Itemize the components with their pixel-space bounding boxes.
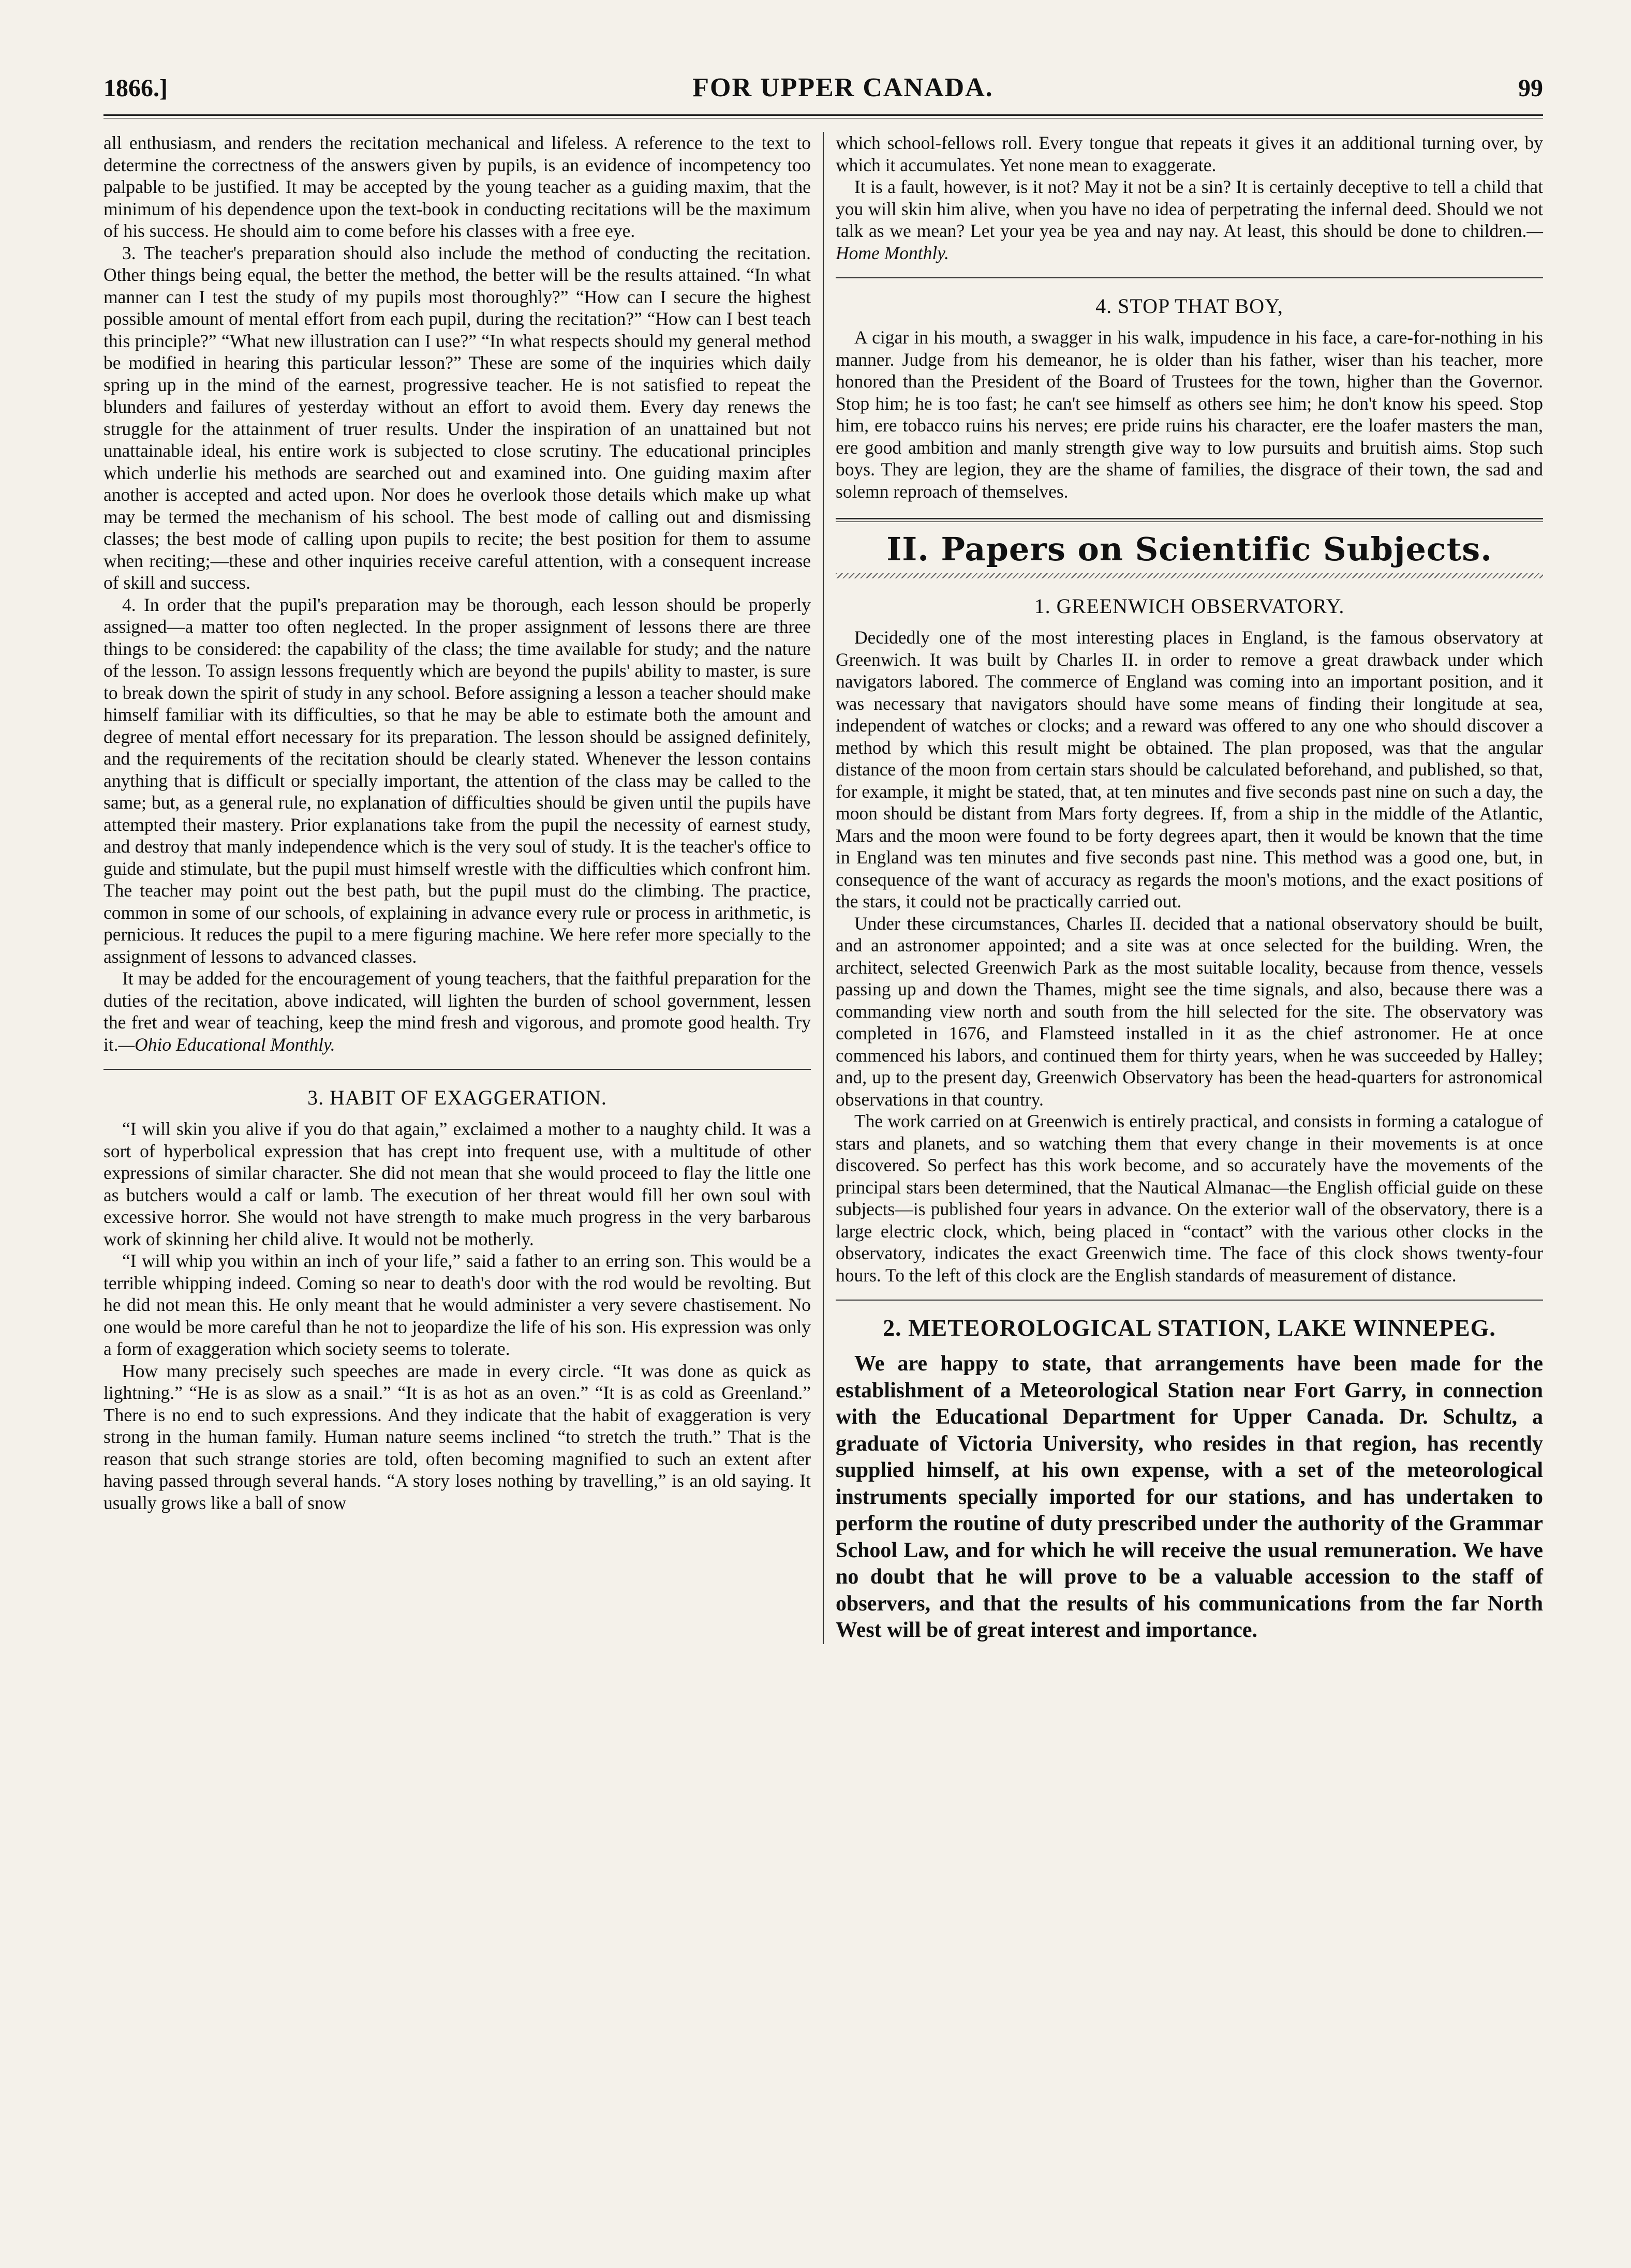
paragraph: We are happy to state, that arrangements have been made for the establishment of a Meteorological Station near Fort Garry, in connection with the Educational Department for Upper Canada. Dr. Schultz, a graduate of Victoria University, who resides in that region, has recently supplied himself, at his own expense, with a set of the meteorological instruments specially imported for our stations, and has undertaken to perform the routine of duty prescribed under the authority of the Grammar School Law, and for which he will receive the usual remuneration. We have no doubt that he will prove to be a valuable accession to the staff of observers, and that the results of his communications from the far North West will be of great interest and importance. — [836, 1352, 1543, 1642]
paragraph: 3. The teacher's preparation should also include the method of conducting the recitation. Other things being equal, the better the method, the better will be the results attained. “In what manner can I test the study of my pupils most thoroughly?” “How can I secure the highest possible amount of mental effort from each pupil, during the recitation?” “How can I best teach this principle?” “What new illustration can I use?” “In what respects should my general method be modified in hearing this particular lesson?” These are some of the inquiries which daily spring up in the mind of the earnest, progressive teacher. He is not satisfied to repeat the blunders and failures of yesterday without an effort to avoid them. Every day renews the struggle for the attainment of truer results. Under the inspiration of an unattained but not unattainable ideal, his entire work is subjected to close scrutiny. The educational principles which underlie his methods are searched out and examined into. One guiding maxim after another is accepted and acted upon. Nor does he overlook those details which make up what may be termed the mechanism of his school. The best mode of calling out and dismissing classes; the best mode of calling upon pupils to recite; the best position for them to assume when reciting;—these and other inquiries receive careful attention, with a consequent increase of skill and success. — [103, 242, 811, 593]
header-rule — [103, 114, 1543, 118]
part-banner: II. Papers on Scientific Subjects. — [886, 530, 1492, 568]
section-title: 3. HABIT OF EXAGGERATION. — [307, 1086, 607, 1109]
section-title: 2. METEOROLOGICAL STATION, LAKE WINNEPEG. — [883, 1315, 1496, 1341]
paragraph: The work carried on at Greenwich is entirely practical, and consists in forming a catalogue of stars and planets, and so watching them that every change in their movements is at once discovered. So perfect has this work become, and so accurately have the movements of the principal stars been determined, that the Nautical Almanac—the English official guide on these subjects—is published four years in advance. On the exterior wall of the observatory, there is a large electric clock, which, being placed in “contact” with the various other clocks in the observatory, indicates the exact Greenwich time. The face of this clock shows twenty-four hours. To the left of this clock are the English standards of measurement of distance. — [836, 1111, 1543, 1286]
page-number: 99 — [1518, 74, 1543, 102]
divider — [836, 518, 1543, 522]
paragraph: “I will skin you alive if you do that again,” exclaimed a mother to a naughty child. It was a sort of hyperbolical expression that has crept into frequent use, with a multitude of other expressions of similar character. She did not mean that she would proceed to flay the little one as butchers would a calf or lamb. The execution of her threat would fill her own soul with excessive horror. She would not have strength to make much progress in the very barbarous work of skinning her child alive. It would not be motherly. — [103, 1118, 811, 1249]
header-title: FOR UPPER CANADA. — [692, 73, 994, 102]
columns — [103, 132, 1543, 1644]
divider — [103, 1069, 811, 1070]
paragraph — [103, 967, 811, 1055]
paragraph: A cigar in his mouth, a swagger in his walk, impudence in his face, a care-for-nothing in his manner. Judge from his demeanor, he is older than his father, wiser than his teacher, more honored than the President of the Board of Trustees for the town, higher than the Governor. Stop him; he is too fast; he can't see himself as others see him; he don't know his speed. Stop him, ere tobacco ruins his nerves; ere pride ruins his character, ere the loafer masters the man, ere good ambition and manly strength give way to low pursuits and bruitish aims. Stop such boys. They are legion, they are the shame of families, the disgrace of their town, the sad and solemn reproach of themselves. — [836, 327, 1543, 502]
source-citation: —Home Monthly. — [836, 220, 1543, 263]
paragraph — [836, 176, 1543, 264]
left-column — [103, 132, 811, 1644]
paragraph: which school-fellows roll. Every tongue that repeats it gives it an additional turning over, by which it accumulates. Yet none mean to exaggerate. — [836, 132, 1543, 175]
column-divider — [823, 132, 824, 1644]
section-title: 1. GREENWICH OBSERVATORY. — [1034, 594, 1345, 618]
section-title: 4. STOP THAT BOY, — [1095, 294, 1283, 318]
paragraph: all enthusiasm, and renders the recitation mechanical and lifeless. A reference to the text to determine the correctness of the answers given by pupils, is an evidence of incompetency too palpable to be justified. It may be accepted by the young teacher as a guiding maxim, that the minimum of his dependence upon the text-book in conducting recitations will be the maximum of his success. He should aim to come before his classes with a free eye. — [103, 132, 811, 241]
paragraph: “I will whip you within an inch of your life,” said a father to an erring son. This would be a terrible whipping indeed. Coming so near to death's door with the rod would be revolting. But he did not mean this. He only meant that he would administer a very severe chastisement. No one would be more careful than he not to jeopardize the life of his son. His expression was only a form of exaggeration which society seems to tolerate. — [103, 1250, 811, 1359]
paragraph: Decidedly one of the most interesting places in England, is the famous observatory at Greenwich. It was built by Charles II. in order to remove a great drawback under which navigators labored. The commerce of England was coming into an important position, and it was necessary that navigators should have some means of finding their longitude at sea, independent of watches or clocks; and a reward was offered to any one who should discover a method by which this result might be obtained. The plan proposed, was that the angular distance of the moon from certain stars should be calculated beforehand, and published, so that, for example, it might be stated, that, at ten minutes and five seconds past nine on such a day, the moon should be distant from Mars forty degrees. If, from a ship in the middle of the Atlantic, Mars and the moon were found to be forty degrees apart, then it would be known that the time in England was ten minutes and five seconds past nine. This method was a good one, but, in consequence of the want of accuracy as regards the moon's motions, and the exact positions of the stars, it could not be practically carried out. — [836, 627, 1543, 912]
paragraph-text: It is a fault, however, is it not? May it not be a sin? It is certainly deceptive to tell a child that you will skin him alive, when you have no idea of perpetrating the infernal deed. Should we not talk as we mean? Let your yea be yea and nay nay. At least, this should be done to children. — [836, 176, 1543, 241]
header-year: 1866.] — [103, 74, 168, 102]
source-citation: —Ohio Educational Monthly. — [118, 1034, 335, 1055]
divider — [836, 1300, 1543, 1301]
paragraph: Under these circumstances, Charles II. decided that a national observatory should be built, and an astronomer appointed; and a site was at once selected for the building. Wren, the architect, selected Greenwich Park as the most suitable locality, because from thence, vessels passing up and down the Thames, might see the time signals, and also, because there was a commanding view north and south from the hill selected for the site. The observatory was completed in 1676, and Flamsteed installed in it as the chief astronomer. He at once commenced his labors, and continued them for thirty years, when he was succeeded by Halley; and, up to the present day, Greenwich Observatory has been the head-quarters for astronomical observations in that country. — [836, 913, 1543, 1110]
paragraph: 4. In order that the pupil's preparation may be thorough, each lesson should be properly assigned—a matter too often neglected. In the proper assignment of lessons there are three things to be considered: the capability of the class; the time available for study; and the nature of the lesson. To assign lessons frequently which are beyond the pupils' ability to master, is sure to break down the spirit of study in any school. Before assigning a lesson a teacher should make himself familiar with its difficulties, so that he may be able to estimate both the amount and degree of mental effort necessary for its preparation. The lesson should be assigned definitely, and the requirements of the recitation should be clearly stated. Whenever the lesson contains anything that is difficult or specially important, the attention of the class may be called to the same; but, as a general rule, no explanation of difficulties should be given until the pupils have attempted their mastery. Prior explanations take from the pupil the necessity of earnest study, and destroy that manly independence which is the very soul of study. It is the teacher's office to guide and stimulate, but the pupil must himself wrestle with the difficulties which confront him. The teacher may point out the best path, but the pupil must do the climbing. The practice, common in some of our schools, of explaining in advance every rule or process in arithmetic, is pernicious. It reduces the pupil to a mere figuring machine. We here refer more specially to the assignment of lessons to advanced classes. — [103, 594, 811, 967]
paragraph-text: It may be added for the encouragement of young teachers, that the faithful preparation for the duties of the recitation, above indicated, will lighten the burden of school government, lessen the fret and wear of teaching, keep the mind fresh and vigorous, and promote good health. Try it. — [103, 968, 811, 1055]
divider — [836, 277, 1543, 278]
ornamental-rule — [836, 573, 1543, 578]
running-header — [103, 72, 1543, 103]
right-column — [836, 132, 1543, 1644]
paragraph: How many precisely such speeches are made in every circle. “It was done as quick as lightning.” “He is as slow as a snail.” “It is as hot as an oven.” “It is as cold as Greenland.” There is no end to such expressions. And they indicate that the habit of exaggeration is very strong in the human family. Human nature seems inclined “to stretch the truth.” That is the reason that such strange stories are told, often becoming magnified to such an extent after having passed through several hands. “A story loses nothing by travelling,” is an old saying. It usually grows like a ball of snow — [103, 1360, 811, 1513]
